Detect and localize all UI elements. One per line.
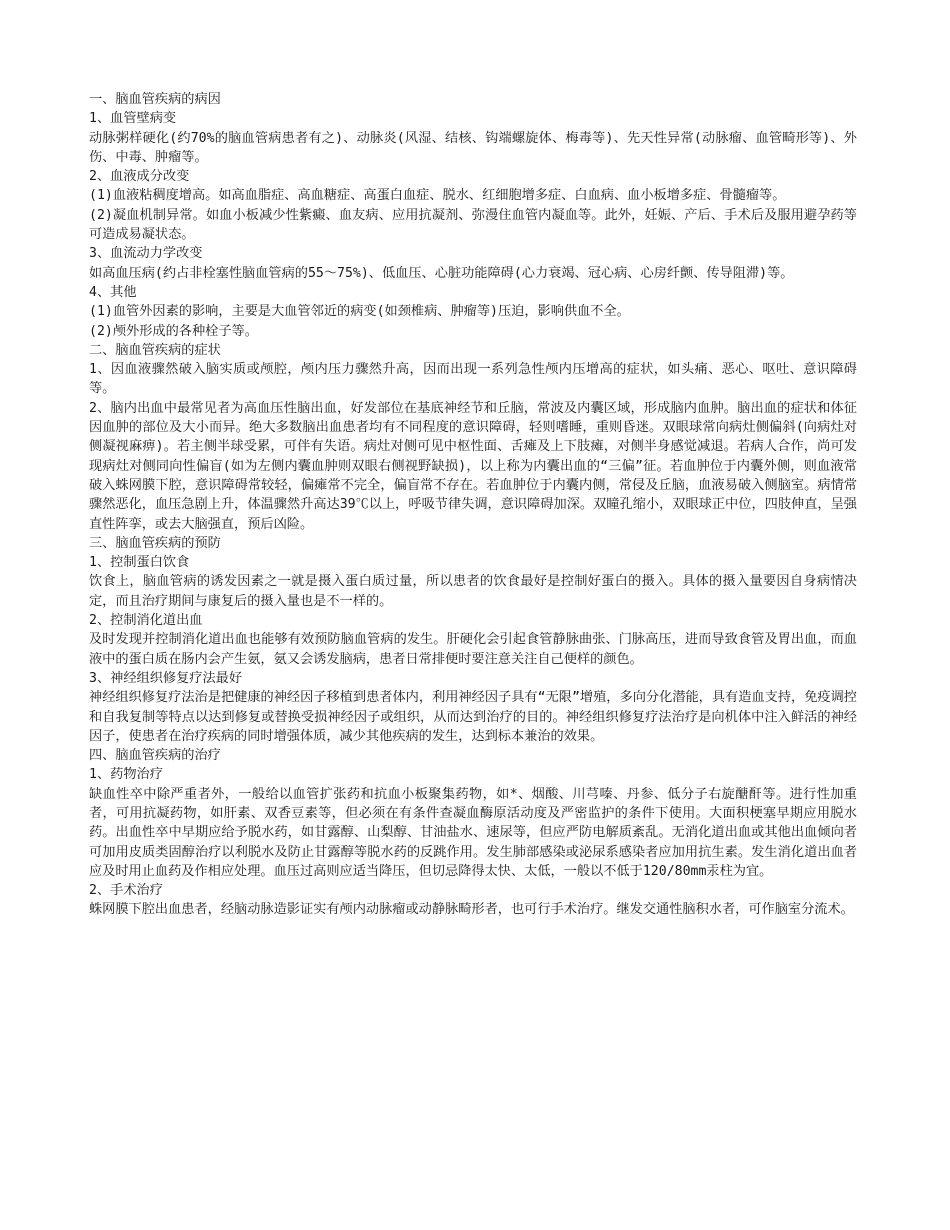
subheading-nerve-repair: 3、神经组织修复疗法最好 [89, 670, 243, 686]
document-body [89, 90, 857, 920]
paragraph: (2)颅外形成的各种栓子等。 [89, 323, 258, 339]
subheading-protein-diet: 1、控制蛋白饮食 [89, 555, 190, 571]
paragraph: 饮食上，脑血管病的诱发因素之一就是摄入蛋白质过量，所以患者的饮食最好是控制好蛋白的摄入。具体的摄入量要因自身病情决定，而且治疗期间与康复后的摄入量也是不一样的。 [89, 574, 857, 609]
paragraph: (2)凝血机制异常。如血小板减少性紫癜、血友病、应用抗凝剂、弥漫住血管内凝血等。此外，妊娠、产后、手术后及服用避孕药等可造成易凝状态。 [89, 207, 857, 243]
subheading-blood-composition: 2、血液成分改变 [89, 169, 190, 185]
paragraph: 神经组织修复疗法治是把健康的神经因子移植到患者体内，利用神经因子具有“无限”增殖，多向分化潜能，具有造血支持，免疫调控和自我复制等特点以达到修复或替换受损神经因子或组织，从而达到治疗的目的。神经组织修复疗法治疗是向机体中注入鲜活的神经因子，使患者在治疗疾病的同时增强体质，减少其他疾病的发生，达到标本兼治的效果。 [89, 690, 857, 744]
subheading-hemodynamics: 3、血流动力学改变 [89, 246, 203, 262]
paragraph: (1)血液粘稠度增高。如高血脂症、高血糖症、高蛋白血症、脱水、红细胞增多症、白血病、血小板增多症、骨髓瘤等。 [89, 188, 786, 204]
section-heading-prevention: 三、脑血管疾病的预防 [89, 535, 221, 551]
paragraph: 1、因血液骤然破入脑实质或颅腔，颅内压力骤然升高，因而出现一系列急性颅内压增高的症状，如头痛、恶心、呕吐、意识障碍等。 [89, 362, 857, 397]
paragraph: 及时发现并控制消化道出血也能够有效预防脑血管病的发生。肝硬化会引起食管静脉曲张、门脉高压，进而导致食管及胃出血，而血液中的蛋白质在肠内会产生氨，氨又会诱发脑病，患者日常排便时要注意关注自己便样的颜色。 [89, 632, 857, 667]
paragraph: (1)血管外因素的影响，主要是大血管邻近的病变(如颈椎病、肿瘤等)压迫，影响供血不全。 [89, 304, 630, 320]
paragraph: 如高血压病(约占非栓塞性脑血管病的55～75%)、低血压、心脏功能障碍(心力衰竭、冠心病、心房纤颤、传导阻滞)等。 [89, 265, 794, 281]
subheading-drug-therapy: 1、药物治疗 [89, 767, 163, 783]
subheading-gi-bleeding: 2、控制消化道出血 [89, 613, 203, 629]
paragraph: 2、脑内出血中最常见者为高血压性脑出血，好发部位在基底神经节和丘脑，常波及内囊区域，形成脑内血肿。脑出血的症状和体征因血肿的部位及大小而异。绝大多数脑出血患者均有不同程度的意识障碍，轻则嗜睡，重则昏迷。双眼球常向病灶侧偏斜(向病灶对侧凝视麻痹)。若主侧半球受累，可伴有失语。病灶对侧可见中枢性面、舌瘫及上下肢瘫，对侧半身感觉减退。若病人合作，尚可发现病灶对侧同向性偏盲(如为左侧内囊血肿则双眼右侧视野缺损)，以上称为内囊出血的“三偏”征。若血肿位于内囊外侧，则血液常破入蛛网膜下腔，意识障碍常较轻，偏瘫常不完全，偏盲常不存在。若血肿位于内囊内侧，常侵及丘脑，血液易破入侧脑室。病情常骤然恶化，血压急剧上升，体温骤然升高达39℃以上，呼吸节律失调，意识障碍加深。双瞳孔缩小，双眼球正中位，四肢伸直，呈强直性阵挛，或去大脑强直，预后凶险。 [89, 400, 857, 532]
paragraph: 动脉粥样硬化(约70%的脑血管病患者有之)、动脉炎(风湿、结核、钩端螺旋体、梅毒等)、先天性异常(动脉瘤、血管畸形等)、外伤、中毒、肿瘤等。 [89, 130, 857, 165]
section-heading-causes: 一、脑血管疾病的病因 [89, 92, 221, 107]
subheading-other: 4、其他 [89, 284, 137, 300]
paragraph: 缺血性卒中除严重者外，一般给以血管扩张药和抗血小板聚集药物，如*、烟酸、川芎嗪、丹参、低分子右旋醣酐等。进行性加重者，可用抗凝药物，如肝素、双香豆素等，但必须在有条件查凝血酶原活动度及严密监护的条件下使用。大面积梗塞早期应用脱水药。出血性卒中早期应给予脱水药，如甘露醇、山梨醇、甘油盐水、速尿等，但应严防电解质紊乱。无消化道出血或其他出血倾向者可加用皮质类固醇治疗以利脱水及防止甘露醇等脱水药的反跳作用。发生肺部感染或泌尿系感染者应加用抗生素。发生消化道出血者应及时用止血药及作相应处理。血压过高则应适当降压，但切忌降得太快、太低，一般以不低于120/80mm汞柱为宜。 [89, 786, 857, 879]
section-heading-treatment: 四、脑血管疾病的治疗 [89, 748, 221, 764]
subheading-surgery: 2、手术治疗 [89, 883, 163, 899]
subheading-vessel-wall: 1、血管壁病变 [89, 111, 177, 127]
paragraph: 蛛网膜下腔出血患者，经脑动脉造影证实有颅内动脉瘤或动静脉畸形者，也可行手术治疗。继发交通性脑积水者，可作脑室分流术。 [89, 902, 854, 918]
section-heading-symptoms: 二、脑血管疾病的症状 [89, 342, 221, 358]
